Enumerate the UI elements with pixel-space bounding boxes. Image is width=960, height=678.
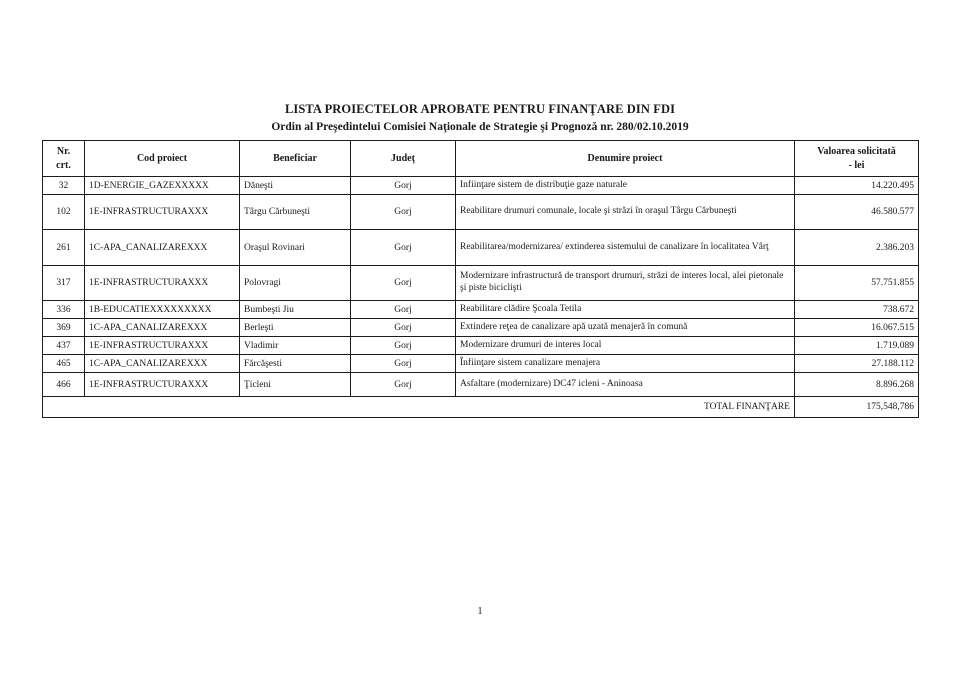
page-number: 1 bbox=[477, 606, 483, 617]
document-subtitle: Ordin al Preşedintelui Comisiei Naţionale de Strategie şi Prognoză nr. 280/02.10.2019 bbox=[271, 121, 689, 133]
document-title: LISTA PROIECTELOR APROBATE PENTRU FINANŢARE DIN FDI bbox=[284, 102, 676, 116]
header-row bbox=[43, 141, 919, 177]
table-row bbox=[43, 230, 919, 266]
header-nr-line2: crt. bbox=[56, 159, 71, 171]
cell-judet: Gorj bbox=[351, 319, 456, 337]
cell-beneficiar: Dăneşti bbox=[240, 177, 351, 195]
cell-cod: 1E-INFRASTRUCTURAXXX bbox=[85, 266, 240, 301]
cell-valoare: 16.067.515 bbox=[795, 319, 919, 337]
header-valoare bbox=[795, 141, 919, 177]
cell-judet: Gorj bbox=[351, 266, 456, 301]
cell-judet: Gorj bbox=[351, 355, 456, 373]
table-row bbox=[43, 337, 919, 355]
cell-valoare: 27.188.112 bbox=[795, 355, 919, 373]
cell-nr: 369 bbox=[43, 319, 85, 337]
cell-cod: 1C-APA_CANALIZAREXXX bbox=[85, 319, 240, 337]
cell-nr: 261 bbox=[43, 230, 85, 266]
cell-cod: 1C-APA_CANALIZAREXXX bbox=[85, 355, 240, 373]
header-beneficiar: Beneficiar bbox=[240, 141, 351, 177]
document-header bbox=[0, 102, 960, 133]
cell-cod: 1E-INFRASTRUCTURAXXX bbox=[85, 195, 240, 230]
cell-valoare: 2.386.203 bbox=[795, 230, 919, 266]
cell-nr: 437 bbox=[43, 337, 85, 355]
cell-nr: 32 bbox=[43, 177, 85, 195]
cell-valoare: 46.580.577 bbox=[795, 195, 919, 230]
cell-beneficiar: Bumbeşti Jiu bbox=[240, 301, 351, 319]
cell-beneficiar: Fărcăşesti bbox=[240, 355, 351, 373]
cell-denumire: Reabilitare drumuri comunale, locale şi străzi în oraşul Târgu Cărbuneşti bbox=[456, 195, 795, 230]
cell-judet: Gorj bbox=[351, 337, 456, 355]
cell-nr: 336 bbox=[43, 301, 85, 319]
cell-denumire: Infiinţare sistem de distribuţie gaze naturale bbox=[456, 177, 795, 195]
cell-nr: 466 bbox=[43, 373, 85, 397]
cell-valoare: 57.751.855 bbox=[795, 266, 919, 301]
cell-cod: 1E-INFRASTRUCTURAXXX bbox=[85, 373, 240, 397]
cell-cod: 1E-INFRASTRUCTURAXXX bbox=[85, 337, 240, 355]
table-header bbox=[43, 141, 919, 177]
table-row bbox=[43, 195, 919, 230]
cell-judet: Gorj bbox=[351, 195, 456, 230]
header-nr-line1: Nr. bbox=[56, 146, 71, 157]
cell-cod: 1D-ENERGIE_GAZEXXXXX bbox=[85, 177, 240, 195]
cell-judet: Gorj bbox=[351, 230, 456, 266]
header-denumire: Denumire proiect bbox=[456, 141, 795, 177]
header-valoare-line1: Valoarea solicitată bbox=[817, 146, 896, 157]
cell-judet: Gorj bbox=[351, 177, 456, 195]
total-label: TOTAL FINANŢARE bbox=[43, 397, 795, 418]
header-cod: Cod proiect bbox=[85, 141, 240, 177]
table-body bbox=[43, 177, 919, 397]
table-row bbox=[43, 355, 919, 373]
table-row bbox=[43, 266, 919, 301]
cell-cod: 1B-EDUCATIEXXXXXXXXX bbox=[85, 301, 240, 319]
table-row bbox=[43, 319, 919, 337]
projects-table bbox=[42, 140, 919, 418]
total-value: 175,548,786 bbox=[795, 397, 919, 418]
cell-nr: 465 bbox=[43, 355, 85, 373]
cell-beneficiar: Ţicleni bbox=[240, 373, 351, 397]
cell-beneficiar: Berleşti bbox=[240, 319, 351, 337]
cell-valoare: 1.719.089 bbox=[795, 337, 919, 355]
cell-nr: 102 bbox=[43, 195, 85, 230]
cell-beneficiar: Târgu Cărbuneşti bbox=[240, 195, 351, 230]
header-nr bbox=[43, 141, 85, 177]
cell-judet: Gorj bbox=[351, 373, 456, 397]
table-row bbox=[43, 373, 919, 397]
table-row bbox=[43, 301, 919, 319]
cell-denumire: Reabilitare clădire Şcoala Tetila bbox=[456, 301, 795, 319]
cell-beneficiar: Vladimir bbox=[240, 337, 351, 355]
cell-judet: Gorj bbox=[351, 301, 456, 319]
table-footer bbox=[43, 397, 919, 418]
cell-denumire: Modernizare infrastructură de transport drumuri, străzi de interes local, alei pietonale şi piste biciclişti bbox=[456, 266, 795, 301]
cell-valoare: 14.220.495 bbox=[795, 177, 919, 195]
cell-denumire: Reabilitarea/modernizarea/ extinderea sistemului de canalizare în localitatea Vârţ bbox=[456, 230, 795, 266]
table-row bbox=[43, 177, 919, 195]
header-judet: Judeţ bbox=[351, 141, 456, 177]
cell-valoare: 8.896.268 bbox=[795, 373, 919, 397]
cell-denumire: Extindere reţea de canalizare apă uzată menajeră în comună bbox=[456, 319, 795, 337]
cell-denumire: Asfaltare (modernizare) DC47 icleni - Aninoasa bbox=[456, 373, 795, 397]
total-row bbox=[43, 397, 919, 418]
cell-cod: 1C-APA_CANALIZAREXXX bbox=[85, 230, 240, 266]
cell-denumire: Înfiinţare sistem canalizare menajera bbox=[456, 355, 795, 373]
cell-denumire: Modernizare drumuri de interes local bbox=[456, 337, 795, 355]
cell-beneficiar: Oraşul Rovinari bbox=[240, 230, 351, 266]
header-valoare-line2: - lei bbox=[848, 159, 865, 171]
cell-valoare: 738.672 bbox=[795, 301, 919, 319]
cell-beneficiar: Polovragi bbox=[240, 266, 351, 301]
cell-nr: 317 bbox=[43, 266, 85, 301]
